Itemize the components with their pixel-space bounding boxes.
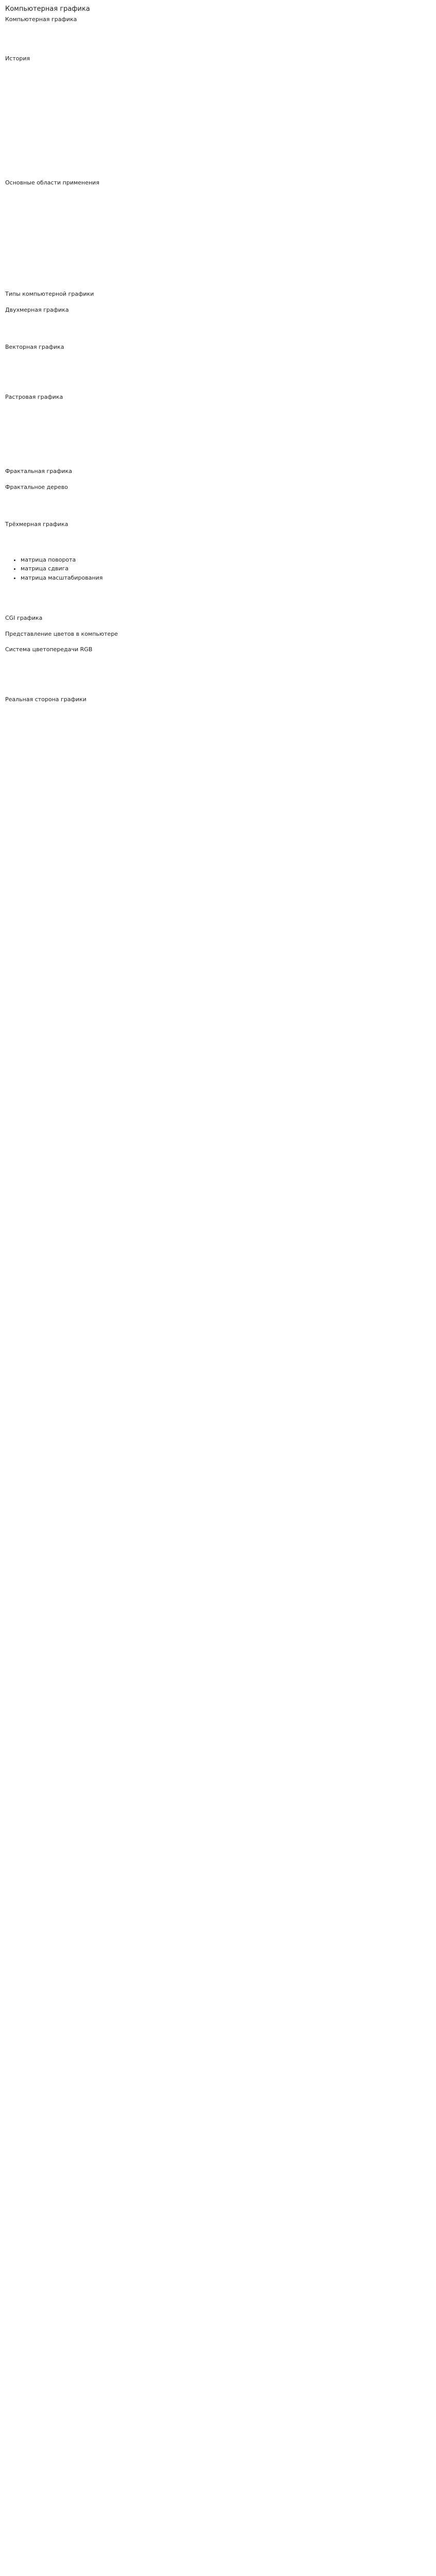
paragraph bbox=[5, 403, 431, 411]
paragraph bbox=[5, 127, 431, 134]
paragraph bbox=[5, 103, 431, 110]
article-section bbox=[5, 55, 431, 172]
section-heading: Трёхмерная графика bbox=[5, 521, 68, 528]
paragraph bbox=[5, 440, 431, 448]
article-section bbox=[5, 179, 431, 283]
paragraph bbox=[5, 226, 431, 233]
section-heading: Растровая графика bbox=[5, 393, 63, 400]
paragraph bbox=[5, 379, 431, 386]
article-section bbox=[5, 520, 431, 582]
article-section bbox=[5, 306, 431, 336]
bullet-list bbox=[13, 556, 431, 583]
paragraph bbox=[5, 239, 431, 246]
section-heading: Система цветопередачи RGB bbox=[5, 646, 93, 653]
article-section bbox=[5, 393, 431, 461]
paragraph bbox=[5, 531, 431, 538]
article-section bbox=[5, 646, 431, 688]
section-heading: CGI графика bbox=[5, 615, 43, 621]
paragraph bbox=[5, 706, 431, 713]
page-subtitle: Компьютерная графика bbox=[5, 15, 77, 23]
section-heading: Векторная графика bbox=[5, 344, 64, 350]
section-heading: История bbox=[5, 55, 30, 62]
paragraph bbox=[5, 263, 431, 270]
section-heading: Фрактальное дерево bbox=[5, 483, 68, 490]
article-section bbox=[5, 696, 431, 714]
paragraph bbox=[5, 28, 431, 35]
paragraph bbox=[5, 164, 431, 172]
paragraph bbox=[5, 506, 431, 513]
paragraph bbox=[5, 152, 431, 159]
page-title: Компьютерная графика bbox=[5, 5, 90, 13]
section-heading: Двухмерная графика bbox=[5, 306, 69, 313]
section-heading: Основные области применения bbox=[5, 179, 99, 186]
paragraph bbox=[5, 40, 431, 47]
article-body bbox=[5, 28, 431, 713]
paragraph bbox=[5, 276, 431, 283]
article-section bbox=[5, 290, 431, 299]
list-item: • матрица сдвига bbox=[21, 565, 431, 573]
document-page bbox=[0, 0, 436, 731]
paragraph bbox=[5, 201, 431, 209]
paragraph bbox=[5, 65, 431, 73]
paragraph bbox=[5, 90, 431, 97]
paragraph bbox=[5, 329, 431, 336]
paragraph bbox=[5, 416, 431, 423]
article-section bbox=[5, 343, 431, 386]
paragraph bbox=[5, 115, 431, 122]
article-section bbox=[5, 587, 431, 607]
article-section bbox=[5, 483, 431, 514]
section-heading: Типы компьютерной графики bbox=[5, 291, 94, 297]
paragraph bbox=[5, 428, 431, 435]
paragraph bbox=[5, 453, 431, 460]
paragraph bbox=[5, 669, 431, 676]
article-section bbox=[5, 614, 431, 623]
paragraph bbox=[5, 681, 431, 688]
paragraph bbox=[5, 656, 431, 664]
article-section bbox=[5, 630, 431, 639]
paragraph bbox=[5, 600, 431, 607]
section-heading: Реальная сторона графики bbox=[5, 696, 86, 703]
paragraph bbox=[5, 251, 431, 258]
section-heading: Представление цветов в компьютере bbox=[5, 630, 118, 637]
paragraph bbox=[5, 494, 431, 501]
article-section bbox=[5, 467, 431, 476]
paragraph bbox=[5, 78, 431, 85]
paragraph bbox=[5, 354, 431, 361]
article-section bbox=[5, 28, 431, 47]
section-heading: Фрактальная графика bbox=[5, 468, 72, 474]
paragraph bbox=[5, 366, 431, 374]
paragraph bbox=[5, 189, 431, 196]
paragraph bbox=[5, 140, 431, 147]
list-item: • матрица поворота bbox=[21, 556, 431, 565]
list-item: • матрица масштабирования bbox=[21, 574, 431, 583]
paragraph bbox=[5, 544, 431, 551]
paragraph bbox=[5, 316, 431, 324]
paragraph bbox=[5, 214, 431, 221]
paragraph bbox=[5, 587, 431, 595]
